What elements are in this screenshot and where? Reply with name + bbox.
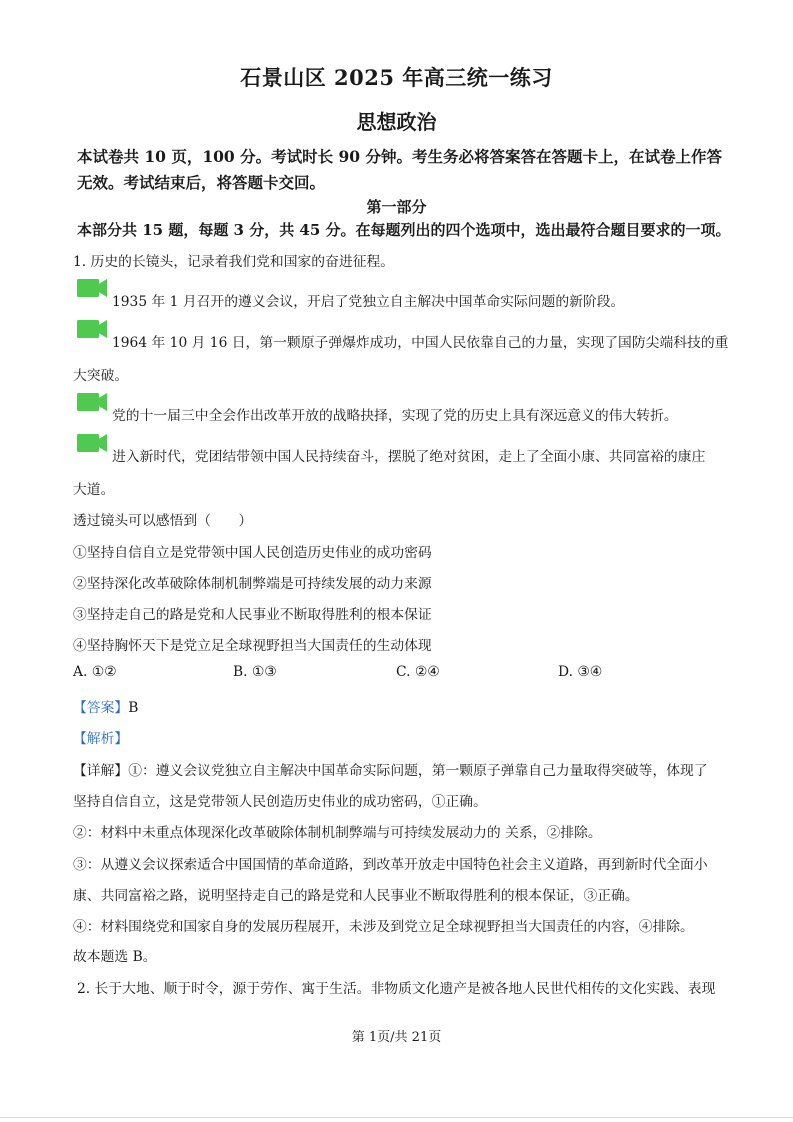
q1-shot1: 1935 年 1 月召开的遵义会议，开启了党独立自主解决中国革命实际问题的新阶段。 — [112, 294, 625, 310]
q1-option-a: A. ①② — [73, 664, 117, 680]
q1-detail-3-line1: ③：从遵义会议探索适合中国国情的革命道路，到改革开放走中国特色社会主义道路，再到新时代全面小 — [73, 857, 708, 873]
q2-stem: 2. 长于大地、顺于时令，源于劳作、寓于生活。非物质文化遗产是被各地人民世代相传的文化实践、表现 — [77, 981, 716, 997]
video-camera-icon — [77, 434, 107, 452]
video-camera-icon — [77, 320, 107, 338]
q1-detail-4: ④：材料围绕党和国家自身的发展历程展开，未涉及到党立足全球视野担当大国责任的内容，④排除。 — [73, 919, 694, 935]
answer-value: B — [128, 700, 139, 716]
subject-title: 思想政治 — [356, 110, 437, 134]
q1-item-4: ④坚持胸怀天下是党立足全球视野担当大国责任的生动体现 — [73, 638, 432, 654]
q1-detail-2: ②：材料中未重点体现深化改革破除体制机制弊端与可持续发展动力的 关系，②排除。 — [73, 825, 602, 841]
q1-item-1: ①坚持自信自立是党带领中国人民创造历史伟业的成功密码 — [73, 545, 432, 561]
q1-prompt: 透过镜头可以感悟到（ ） — [73, 513, 253, 529]
q1-item-3: ③坚持走自己的路是党和人民事业不断取得胜利的根本保证 — [73, 607, 432, 623]
q1-shot4-line1: 进入新时代，党团结带领中国人民持续奋斗，摆脱了绝对贫困，走上了全面小康、共同富裕的康庄 — [112, 449, 706, 465]
part1-title: 第一部分 — [366, 198, 427, 216]
page-number: 第 1页/共 21页 — [351, 1030, 442, 1045]
q1-detail-1-line2: 坚持自信自立，这是党带领人民创造历史伟业的成功密码，①正确。 — [73, 794, 487, 810]
q1-detail-3-line2: 康、共同富裕之路，说明坚持走自己的路是党和人民事业不断取得胜利的根本保证，③正确。 — [73, 888, 639, 904]
q1-shot4-line2: 大道。 — [73, 482, 115, 498]
q1-shot2-line1: 1964 年 10 月 16 日，第一颗原子弹爆炸成功，中国人民依靠自己的力量，实现了国防尖端科技的重 — [112, 335, 729, 351]
video-camera-icon — [77, 393, 107, 411]
q1-answer — [73, 696, 138, 716]
q1-detail-1-line1 — [73, 759, 708, 779]
bottom-divider — [0, 1117, 793, 1118]
video-camera-icon — [77, 279, 107, 297]
q1-option-c: C. ②④ — [396, 664, 440, 680]
q1-stem: 1. 历史的长镜头，记录着我们党和国家的奋进征程。 — [73, 254, 395, 270]
q1-option-b: B. ①③ — [233, 664, 277, 680]
exam-title: 石景山区 2025 年高三统一练习 — [240, 65, 553, 90]
exam-instructions: 本试卷共 10 页，100 分。考试时长 90 分钟。考生务必将答案答在答题卡上，在试卷上作答无效。考试结束后，将答题卡交回。 — [77, 147, 722, 192]
part1-description: 本部分共 15 题，每题 3 分，共 45 分。在每题列出的四个选项中，选出最符合题目要求的一项。 — [77, 221, 731, 239]
q1-item-2: ②坚持深化改革破除体制机制弊端是可持续发展的动力来源 — [73, 576, 432, 592]
q1-option-d: D. ③④ — [558, 664, 603, 680]
q1-shot3: 党的十一届三中全会作出改革开放的战略抉择，实现了党的历史上具有深远意义的伟大转折。 — [112, 408, 678, 424]
detail-label: 【详解】 — [73, 763, 129, 779]
answer-label: 【答案】 — [73, 700, 129, 716]
q1-conclusion: 故本题选 B。 — [73, 949, 157, 965]
detail-1-text: ①：遵义会议党独立自主解决中国革命实际问题，第一颗原子弹靠自己力量取得突破等，体现了 — [128, 763, 708, 779]
analysis-label: 【解析】 — [73, 731, 129, 747]
q1-shot2-line2: 大突破。 — [73, 368, 129, 384]
